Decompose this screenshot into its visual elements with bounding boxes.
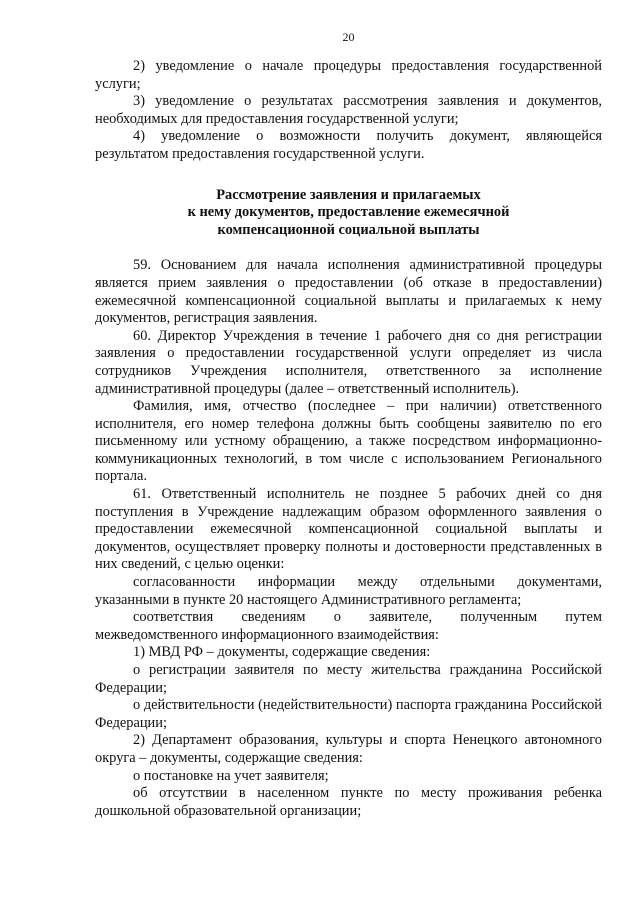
department-no-preschool: об отсутствии в населенном пункте по месту проживания ребенка дошкольной образовательной организации; xyxy=(95,785,602,819)
department-registration: о постановке на учет заявителя; xyxy=(133,767,329,784)
intro-item-2: 2) уведомление о начале процедуры предоставления государственной услуги; xyxy=(95,58,602,92)
mvd-passport-validity: о действительности (недействительности) паспорта гражданина Российской Федерации; xyxy=(95,697,602,731)
intro-item-4: 4) уведомление о возможности получить документ, являющейся результатом предоставления государственной услуги. xyxy=(95,128,602,162)
paragraph-61: 61. Ответственный исполнитель не позднее 5 рабочих дней со дня поступления в Учреждение надлежащим образом оформленного заявления о предоставлении ежемесячной компенсационной социальной выплаты и документов, осуществляет проверку полноты и достоверности представленных в них сведений, с целью оценки: xyxy=(95,486,602,573)
check-consistency: согласованности информации между отдельными документами, указанными в пункте 20 настоящего Административного регламента; xyxy=(95,574,602,608)
section-heading-line: Рассмотрение заявления и прилагаемых xyxy=(216,186,481,203)
section-heading-line: компенсационной социальной выплаты xyxy=(217,221,480,238)
mvd-registration: о регистрации заявителя по месту жительства гражданина Российской Федерации; xyxy=(95,662,602,696)
paragraph-responsible-person: Фамилия, имя, отчество (последнее – при наличии) ответственного исполнителя, его номер телефона должны быть сообщены заявителю по его письменному или устному обращению, а также посредством информационно-коммуникационных технологий, в том числе с использованием Регионального портала. xyxy=(95,398,602,485)
mvd-documents: 1) МВД РФ – документы, содержащие сведения: xyxy=(133,644,431,661)
page-number: 20 xyxy=(342,30,355,44)
paragraph-60: 60. Директор Учреждения в течение 1 рабочего дня со дня регистрации заявления о предоставлении государственной услуги определяет из числа сотрудников Учреждения исполнителя, ответственного за исполнение административной процедуры (далее – ответственный исполнитель). xyxy=(95,327,602,397)
check-compliance: соответствия сведениям о заявителе, полученным путем межведомственного информационного взаимодействия: xyxy=(95,609,602,643)
section-heading-line: к нему документов, предоставление ежемесячной xyxy=(187,204,510,221)
section-heading xyxy=(95,187,602,240)
paragraph-59: 59. Основанием для начала исполнения административной процедуры является прием заявления о предоставлении (об отказе в предоставлении) ежемесячной компенсационной социальной выплаты и прилагаемых к нему документов, регистрация заявления. xyxy=(95,257,602,327)
intro-item-3: 3) уведомление о результатах рассмотрения заявления и документов, необходимых для предоставления государственной услуги; xyxy=(95,93,602,127)
department-documents: 2) Департамент образования, культуры и спорта Ненецкого автономного округа – документы, содержащие сведения: xyxy=(95,732,602,766)
